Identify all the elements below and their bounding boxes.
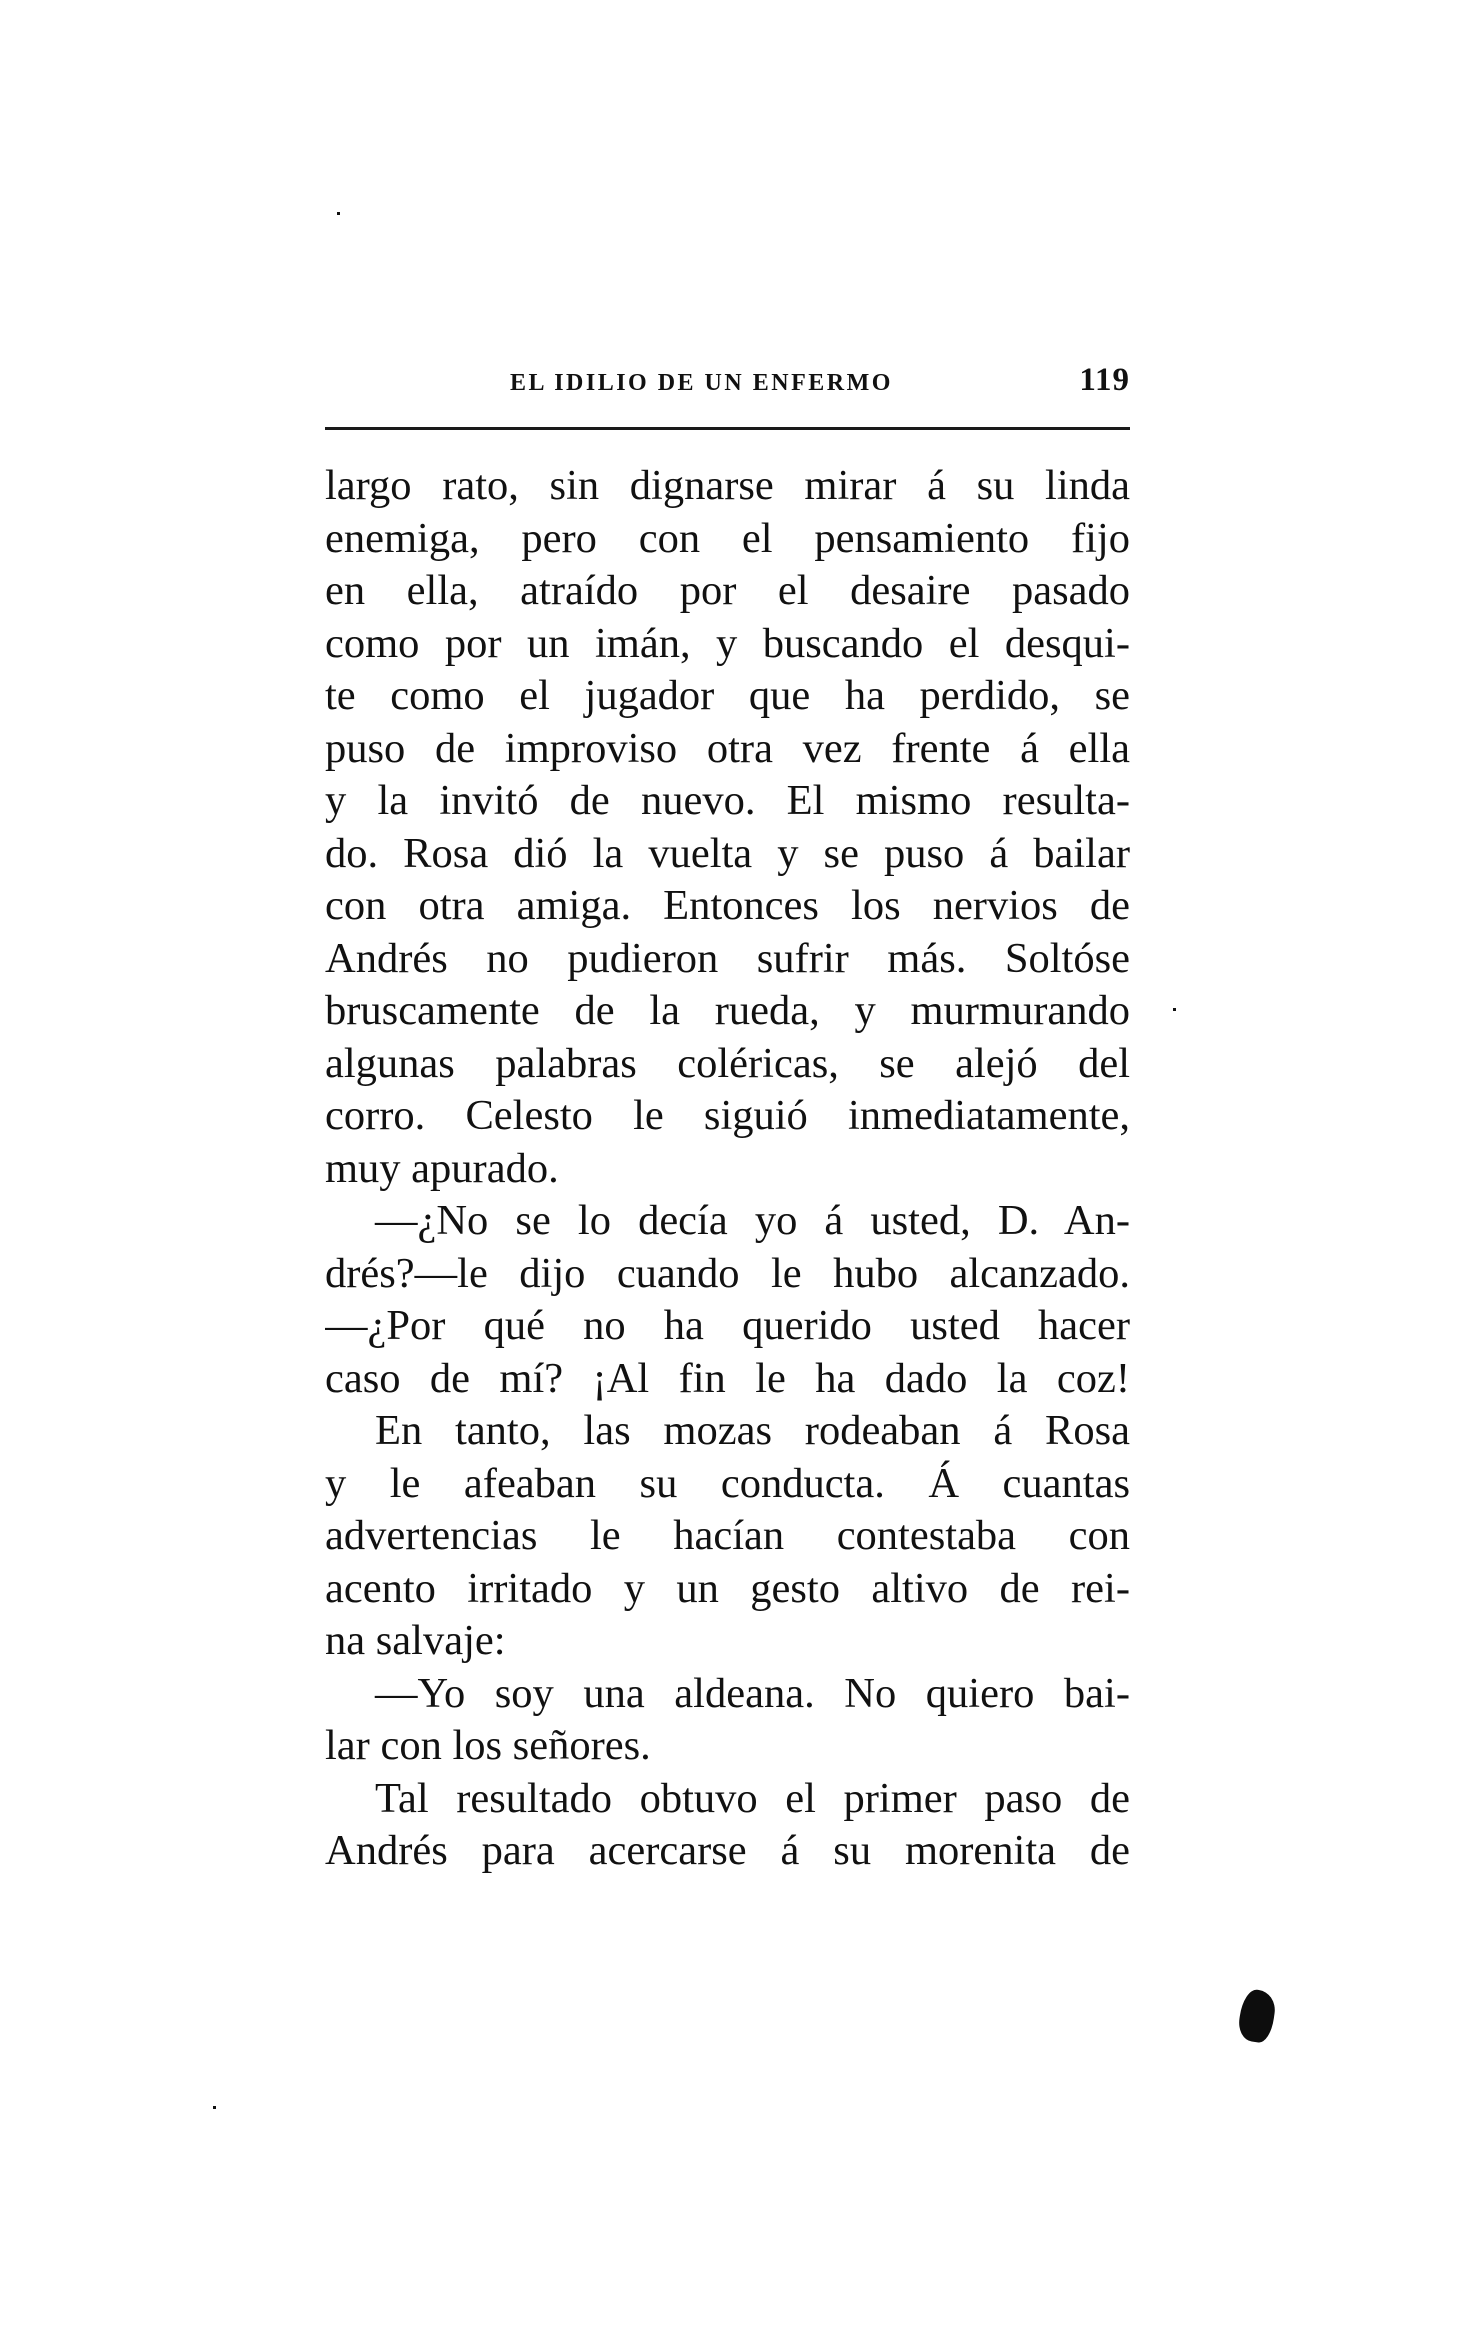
- text-line: y la invitó de nuevo. El mismo resulta-: [325, 777, 1130, 824]
- text-line: largo rato, sin dignarse mirar á su linda: [325, 462, 1130, 509]
- text-line: acento irritado y un gesto altivo de rei-: [325, 1564, 1130, 1612]
- running-title: EL IDILIO DE UN ENFERMO: [510, 370, 893, 396]
- text-line: Tal resultado obtuvo el primer paso de: [375, 1774, 1130, 1822]
- text-line: lar con los señores.: [325, 1722, 651, 1769]
- body-text: [325, 460, 1130, 1878]
- text-line: do. Rosa dió la vuelta y se puso á bailar: [325, 829, 1130, 877]
- text-line: en ella, atraído por el desaire pasado: [325, 567, 1130, 614]
- text-line: na salvaje:: [325, 1617, 506, 1664]
- text-line: y le afeaban su conducta. Á cuantas: [325, 1459, 1130, 1507]
- text-line: caso de mí? ¡Al fin le ha dado la coz!: [325, 1354, 1130, 1402]
- ink-speck-top: [337, 212, 340, 215]
- text-line: enemiga, pero con el pensamiento fijo: [325, 514, 1130, 562]
- page-number: 119: [1079, 362, 1130, 398]
- text-line: algunas palabras coléricas, se alejó del: [325, 1039, 1130, 1087]
- text-line: —¿Por qué no ha querido usted hacer: [325, 1302, 1130, 1349]
- ink-speck-bottom: [213, 2106, 216, 2109]
- ink-blot: [1237, 1988, 1278, 2044]
- header-rule: [325, 427, 1130, 430]
- running-head: [325, 360, 1130, 410]
- text-line: Andrés para acercarse á su morenita de: [325, 1827, 1130, 1874]
- text-line: En tanto, las mozas rodeaban á Rosa: [375, 1407, 1130, 1454]
- text-line: corro. Celesto le siguió inmediatamente,: [325, 1092, 1130, 1139]
- text-line: advertencias le hacían contestaba con: [325, 1512, 1130, 1559]
- text-line: —Yo soy una aldeana. No quiero bai-: [375, 1669, 1130, 1717]
- text-line: como por un imán, y buscando el desqui-: [325, 619, 1130, 667]
- text-line: —¿No se lo decía yo á usted, D. An-: [375, 1197, 1130, 1244]
- text-line: con otra amiga. Entonces los nervios de: [325, 882, 1130, 929]
- text-line: puso de improviso otra vez frente á ella: [325, 724, 1130, 772]
- text-line: muy apurado.: [325, 1144, 559, 1192]
- text-line: drés?—le dijo cuando le hubo alcanzado.: [325, 1249, 1130, 1297]
- text-line: Andrés no pudieron sufrir más. Soltóse: [325, 934, 1130, 982]
- text-line: bruscamente de la rueda, y murmurando: [325, 987, 1130, 1034]
- ink-speck-right: [1173, 1008, 1176, 1011]
- text-line: te como el jugador que ha perdido, se: [325, 672, 1130, 719]
